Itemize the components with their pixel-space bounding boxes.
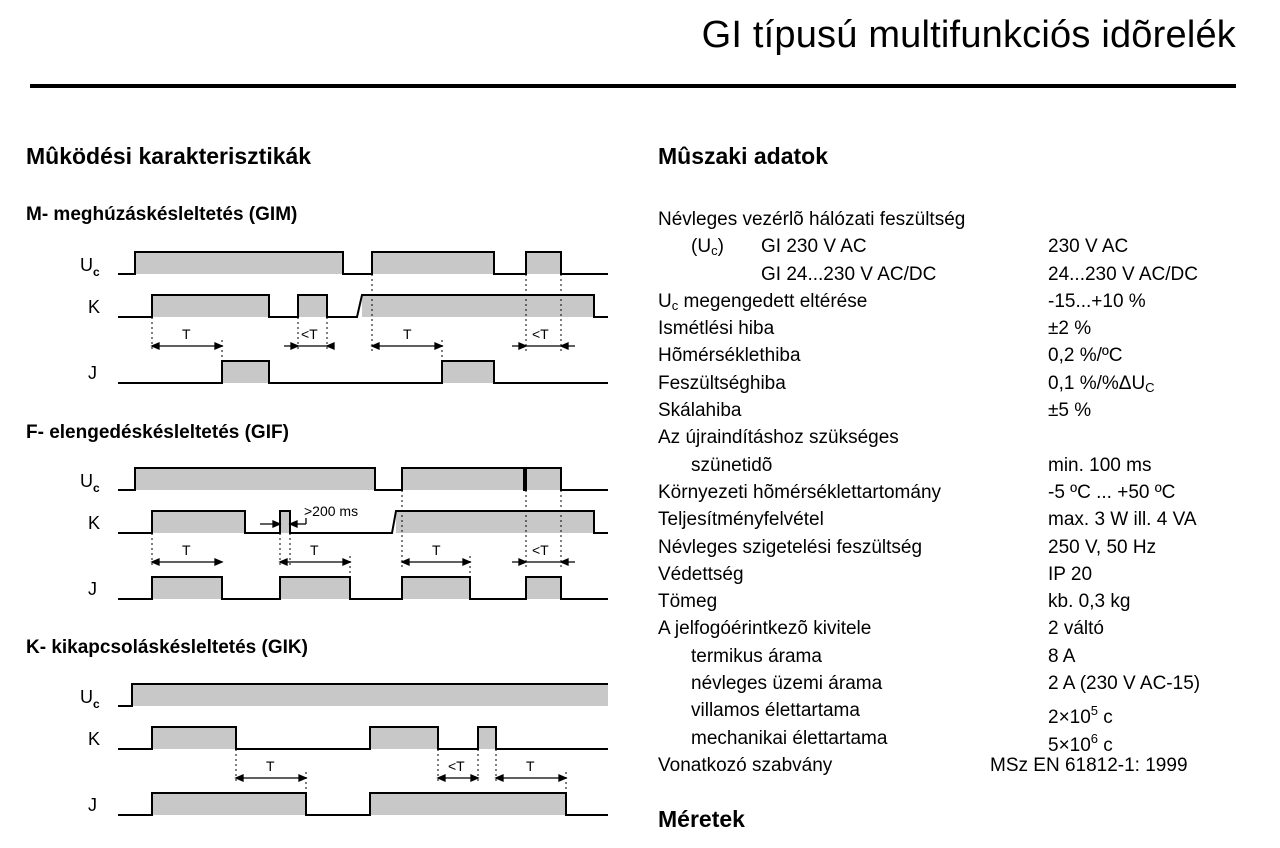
spec-value: 230 V AC bbox=[1048, 236, 1129, 258]
spec-label-variant: GI 24...230 V AC/DC bbox=[761, 263, 937, 285]
timing-label-t: T bbox=[432, 542, 441, 558]
spec-value: MSz EN 61812-1: 1999 bbox=[990, 754, 1188, 776]
spec-label: szünetidõ bbox=[691, 454, 773, 476]
timing-diagram-f bbox=[70, 456, 615, 606]
timing-label-gt200: >200 ms bbox=[304, 503, 359, 519]
spec-value: $2\times 10^5$ c bbox=[1048, 703, 1113, 729]
diagram-f-title: F- elengedéskésleltetés (GIF) bbox=[26, 422, 289, 443]
uc-signal bbox=[118, 252, 608, 274]
k-signal bbox=[118, 727, 608, 749]
spec-label: Környezeti hõmérséklettartomány bbox=[658, 481, 942, 503]
spec-row bbox=[658, 452, 1258, 479]
spec-value: ±2 % bbox=[1048, 318, 1092, 340]
timing-label-t: T bbox=[182, 326, 191, 342]
spec-row bbox=[658, 424, 1258, 451]
spec-value: 24...230 V AC/DC bbox=[1048, 263, 1198, 285]
j-signal bbox=[118, 577, 608, 599]
spec-label: Teljesítményfelvétel bbox=[658, 509, 824, 531]
diagram-m-title: M- meghúzáskésleltetés (GIM) bbox=[26, 204, 298, 225]
title-rule bbox=[30, 84, 1236, 88]
spec-row bbox=[658, 506, 1258, 533]
spec-value: IP 20 bbox=[1048, 563, 1093, 585]
spec-label: Feszültséghiba bbox=[658, 372, 786, 394]
spec-row bbox=[658, 261, 1258, 288]
spec-row bbox=[658, 670, 1258, 697]
spec-label: villamos élettartama bbox=[691, 700, 860, 722]
uc-label: $U_c$ bbox=[80, 471, 100, 495]
specs-heading: Mûszaki adatok bbox=[658, 143, 828, 169]
spec-value: 2 váltó bbox=[1048, 618, 1104, 640]
spec-row bbox=[658, 534, 1258, 561]
spec-row bbox=[658, 315, 1258, 342]
spec-label: Névleges szigetelési feszültség bbox=[658, 536, 923, 558]
timing-diagram-m bbox=[70, 240, 615, 390]
k-signal bbox=[118, 295, 608, 317]
j-label: J bbox=[88, 795, 97, 815]
spec-label: Hõmérséklethiba bbox=[658, 345, 801, 367]
timing-label-lt: <T bbox=[301, 326, 318, 342]
spec-label: $U_c$ megengedett eltérése bbox=[658, 290, 868, 313]
timing-label-t: T bbox=[310, 542, 319, 558]
spec-label: Az újraindításhoz szükséges bbox=[658, 427, 899, 449]
spec-value: 8 A bbox=[1048, 645, 1076, 667]
spec-label: Ismétlési hiba bbox=[658, 318, 775, 340]
spec-label: névleges üzemi árama bbox=[691, 673, 883, 695]
spec-row bbox=[658, 479, 1258, 506]
timing-label-t: T bbox=[403, 326, 412, 342]
spec-label: Tömeg bbox=[658, 591, 718, 613]
spec-label: termikus árama bbox=[691, 645, 822, 667]
page-title: GI típusú multifunkciós idõrelék bbox=[701, 14, 1236, 56]
spec-label: Vonatkozó szabvány bbox=[658, 754, 833, 776]
diagram-k-title: K- kikapcsoláskésleltetés (GIK) bbox=[26, 637, 308, 658]
spec-value: max. 3 W ill. 4 VA bbox=[1048, 509, 1197, 531]
spec-label: mechanikai élettartama bbox=[691, 727, 888, 749]
timing-label-t: T bbox=[526, 758, 535, 774]
spec-row bbox=[658, 561, 1258, 588]
spec-label: Skálahiba bbox=[658, 400, 742, 422]
k-label: K bbox=[88, 513, 101, 533]
spec-value: -5 ºC ... +50 ºC bbox=[1048, 481, 1176, 503]
spec-value: min. 100 ms bbox=[1048, 454, 1152, 476]
spec-row bbox=[658, 233, 1258, 260]
specs-list bbox=[658, 206, 1258, 779]
spec-label: $(U_c)$ bbox=[691, 236, 724, 259]
k-label: K bbox=[88, 297, 101, 317]
spec-row bbox=[658, 288, 1258, 315]
k-label: K bbox=[88, 729, 101, 749]
spec-row bbox=[658, 643, 1258, 670]
timing-label-lt: <T bbox=[532, 326, 549, 342]
timing-label-t: T bbox=[266, 758, 275, 774]
uc-signal bbox=[118, 684, 608, 706]
spec-row bbox=[658, 752, 1258, 779]
timing-label-lt: <T bbox=[532, 542, 549, 558]
spec-label: A jelfogóérintkezõ kivitele bbox=[658, 618, 872, 640]
dimensions-heading: Méretek bbox=[658, 806, 745, 832]
uc-label: $U_c$ bbox=[80, 687, 100, 711]
spec-row bbox=[658, 397, 1258, 424]
k-signal bbox=[118, 511, 608, 533]
spec-row bbox=[658, 206, 1258, 233]
spec-row bbox=[658, 725, 1258, 756]
spec-value: 250 V, 50 Hz bbox=[1048, 536, 1157, 558]
spec-value: 2 A (230 V AC-15) bbox=[1048, 673, 1201, 695]
timing-label-t: T bbox=[182, 542, 191, 558]
spec-row bbox=[658, 588, 1258, 615]
spec-row bbox=[658, 342, 1258, 369]
spec-label-variant: GI 230 V AC bbox=[761, 236, 867, 258]
spec-label: Védettség bbox=[658, 563, 744, 585]
j-signal bbox=[118, 361, 608, 383]
spec-value: 0,1 $\%/\%\Delta U_C$ bbox=[1048, 372, 1155, 395]
timing-diagram-k bbox=[70, 672, 615, 822]
spec-row bbox=[658, 697, 1258, 729]
spec-value: kb. 0,3 kg bbox=[1048, 591, 1131, 613]
spec-value: $5\times 10^6$ c bbox=[1048, 730, 1113, 756]
spec-value: 0,2 %/ºC bbox=[1048, 345, 1123, 367]
spec-row bbox=[658, 615, 1258, 642]
spec-value: ±5 % bbox=[1048, 400, 1092, 422]
spec-value: -15...+10 % bbox=[1048, 290, 1146, 312]
j-signal bbox=[118, 793, 608, 815]
j-label: J bbox=[88, 363, 97, 383]
timing-label-lt: <T bbox=[448, 758, 465, 774]
spec-label: Névleges vezérlõ hálózati feszültség bbox=[658, 209, 966, 230]
characteristics-heading: Mûködési karakterisztikák bbox=[26, 143, 312, 169]
spec-row bbox=[658, 370, 1258, 397]
uc-signal bbox=[118, 468, 608, 490]
uc-label: $U_c$ bbox=[80, 255, 100, 279]
j-label: J bbox=[88, 579, 97, 599]
